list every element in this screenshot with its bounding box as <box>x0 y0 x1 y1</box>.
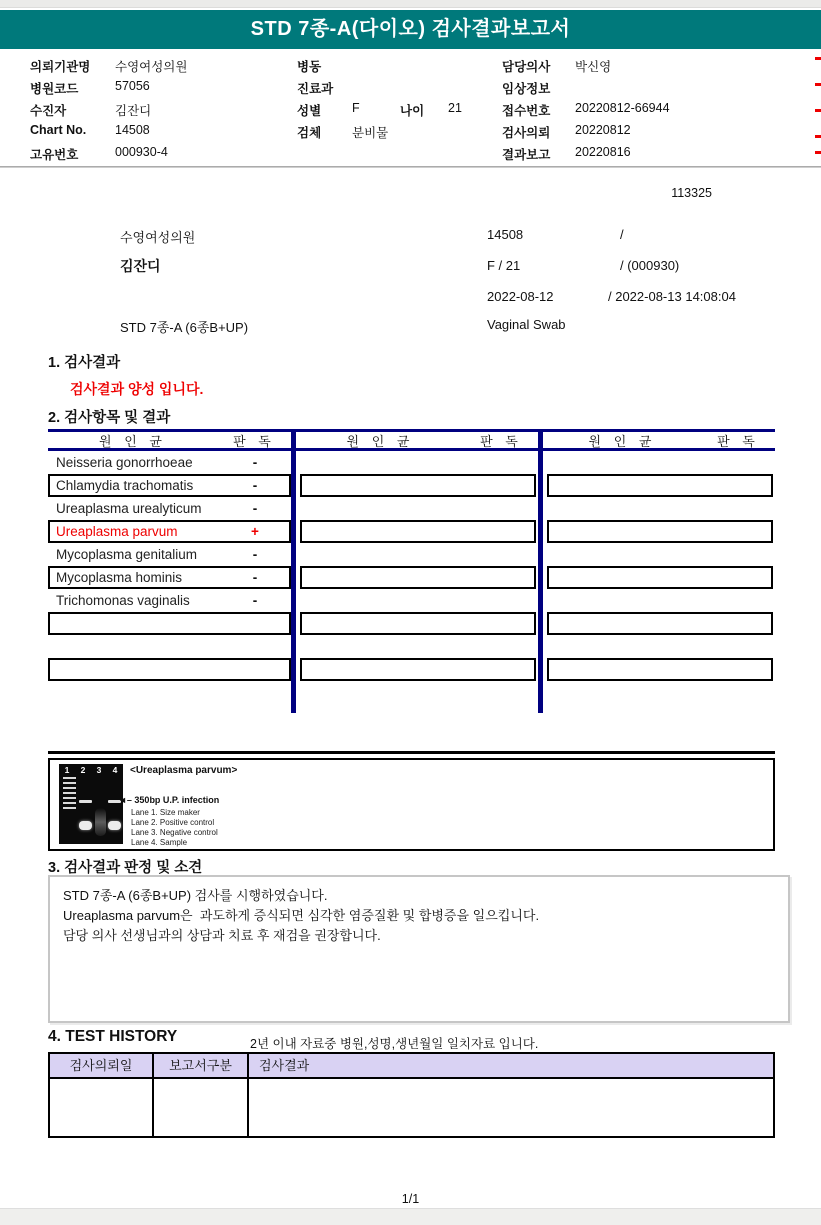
pathogen-row <box>48 474 291 497</box>
pathogen-row <box>48 451 291 474</box>
field-value-right-4: 20220816 <box>575 145 631 159</box>
report-title: STD 7종-A(다이오) 검사결과보고서 <box>250 18 571 40</box>
pathogen-column-header: 원 인 균 <box>588 433 652 449</box>
column-header-row <box>543 429 775 451</box>
gel-size-marker-lane <box>63 777 76 811</box>
field-label-left-3: Chart No. <box>30 123 87 137</box>
history-column-header-2: 보고서구분 <box>154 1054 249 1077</box>
gel-lane-number-2: 2 <box>80 765 86 775</box>
gel-lane-number-4: 4 <box>112 765 118 775</box>
field-label-left-4: 고유번호 <box>30 148 79 162</box>
gel-electrophoresis-image <box>59 764 123 844</box>
field-value-right-2: 20220812-66944 <box>575 101 670 115</box>
empty-result-row <box>48 612 291 635</box>
field-value-age: 21 <box>448 101 462 115</box>
empty-group <box>296 429 538 713</box>
gel-lane-number-3: 3 <box>96 765 102 775</box>
empty-result-row <box>547 520 773 543</box>
summary-specimen: Vaginal Swab <box>487 317 566 332</box>
gel-legend-line-2: Lane 2. Positive control <box>131 818 215 827</box>
test-history-table <box>48 1052 775 1138</box>
field-label-left-0: 의뢰기관명 <box>30 60 91 74</box>
report-title-banner <box>0 10 821 49</box>
empty-group <box>543 429 775 713</box>
field-label-left-2: 수진자 <box>30 104 67 118</box>
field-value-left-4: 000930-4 <box>115 145 168 159</box>
results-table <box>48 429 775 713</box>
field-label-right-0: 담당의사 <box>502 60 551 74</box>
summary-report-datetime: / 2022-08-13 14:08:04 <box>608 289 736 304</box>
page-number: 1/1 <box>401 1192 420 1206</box>
edge-mark <box>815 57 821 60</box>
field-label-middle-1: 진료과 <box>297 82 334 96</box>
history-empty-cell-result <box>249 1079 773 1136</box>
overall-result-text: 검사결과 양성 입니다. <box>70 381 204 397</box>
section3-title: 3. 검사결과 판정 및 소견 <box>48 860 203 876</box>
summary-sex-age: F / 21 <box>487 258 521 273</box>
opinion-box <box>48 875 790 1023</box>
result-column-header: 판 독 <box>233 433 271 449</box>
empty-result-row <box>300 566 536 589</box>
gel-top-rule <box>48 751 775 754</box>
gel-title: <Ureaplasma parvum> <box>130 765 238 776</box>
edge-mark <box>815 135 821 138</box>
empty-result-row <box>48 658 291 681</box>
gel-legend-line-3: Lane 3. Negative control <box>131 828 218 837</box>
empty-result-row <box>48 635 291 658</box>
column-header-row <box>48 429 291 451</box>
empty-result-row <box>547 474 773 497</box>
summary-slash: / <box>620 227 624 242</box>
summary-request-date: 2022-08-12 <box>487 289 554 304</box>
summary-patient-name: 김잔디 <box>120 258 161 274</box>
pathogen-row <box>48 566 291 589</box>
history-note: 2년 이내 자료중 병원,성명,생년월일 일치자료 입니다. <box>250 1037 539 1051</box>
empty-result-row <box>296 635 538 658</box>
gel-positive-control-band <box>79 800 92 803</box>
result-column-header: 판 독 <box>717 433 755 449</box>
pathogen-row <box>48 543 291 566</box>
pathogen-row <box>48 589 291 612</box>
pathogen-name: Chlamydia trachomatis <box>56 478 194 493</box>
empty-result-row <box>543 543 775 566</box>
pathogen-group <box>48 429 291 713</box>
bottom-strip <box>0 1208 821 1225</box>
field-label-middle-2: 성별 <box>297 104 322 118</box>
doc-number: 113325 <box>671 186 712 200</box>
gel-image-panel <box>48 758 775 851</box>
edge-mark <box>815 83 821 86</box>
empty-result-row <box>547 612 773 635</box>
field-label-left-1: 병원코드 <box>30 82 79 96</box>
empty-result-row <box>296 497 538 520</box>
gel-primer-blob-lane4 <box>108 821 121 830</box>
empty-result-row <box>543 497 775 520</box>
pathogen-result: - <box>252 593 258 608</box>
pathogen-result: - <box>252 501 258 516</box>
pathogen-column-header: 원 인 균 <box>99 433 162 449</box>
empty-result-row <box>296 589 538 612</box>
field-value-left-0: 수영여성의원 <box>115 60 188 74</box>
history-column-header-3: 검사결과 <box>259 1058 310 1073</box>
pathogen-result: + <box>251 524 259 539</box>
field-label-age: 나이 <box>400 104 425 118</box>
pathogen-result: - <box>252 570 258 585</box>
field-value-middle-2: F <box>352 101 360 115</box>
gel-primer-blob-lane2 <box>79 821 92 830</box>
gel-lane-number-1: 1 <box>64 765 70 775</box>
field-value-right-3: 20220812 <box>575 123 631 137</box>
history-column-header-1: 검사의뢰일 <box>50 1054 154 1077</box>
empty-result-row <box>547 566 773 589</box>
empty-result-row <box>296 543 538 566</box>
empty-result-row <box>300 658 536 681</box>
gel-lane-numbers <box>59 765 123 775</box>
section1-title: 1. 검사결과 <box>48 355 121 371</box>
left-arrow-icon: ◄– <box>118 795 135 805</box>
history-body-row <box>50 1079 773 1136</box>
pathogen-column-header: 원 인 균 <box>346 433 410 449</box>
section4-title: 4. TEST HISTORY <box>48 1028 178 1045</box>
edge-mark <box>815 109 821 112</box>
history-empty-cell-report-type <box>154 1079 249 1136</box>
empty-result-row <box>547 658 773 681</box>
field-value-left-1: 57056 <box>115 79 150 93</box>
edge-mark <box>815 151 821 154</box>
pathogen-result: - <box>252 455 258 470</box>
pathogen-result: - <box>252 547 258 562</box>
field-label-middle-3: 검체 <box>297 126 322 140</box>
history-empty-cell-request-date <box>50 1079 154 1136</box>
field-label-right-4: 결과보고 <box>502 148 551 162</box>
field-label-right-1: 임상정보 <box>502 82 551 96</box>
opinion-line-1: STD 7종-A (6종B+UP) 검사를 시행하였습니다. <box>63 888 328 903</box>
empty-result-row <box>543 589 775 612</box>
empty-result-row <box>296 451 538 474</box>
opinion-line-2: Ureaplasma parvum은 과도하게 증식되면 심각한 염증질환 및 합병증을 일으킵니다. <box>63 908 540 923</box>
pathogen-name: Ureaplasma parvum <box>56 524 178 539</box>
history-header-row <box>50 1054 773 1079</box>
pathogen-row <box>48 497 291 520</box>
gel-legend-line-1: Lane 1. Size maker <box>131 808 200 817</box>
gel-legend-line-4: Lane 4. Sample <box>131 838 188 847</box>
empty-result-row <box>300 612 536 635</box>
summary-birth: / (000930) <box>620 258 680 273</box>
field-label-right-2: 접수번호 <box>502 104 551 118</box>
gel-negative-control-smear <box>95 808 106 836</box>
opinion-line-3: 담당 의사 선생님과의 상담과 치료 후 재검을 권장합니다. <box>63 928 381 943</box>
pathogen-name: Mycoplasma genitalium <box>56 547 198 562</box>
gel-band-annotation: ◄– 350bp U.P. infection <box>118 795 220 805</box>
empty-result-row <box>543 451 775 474</box>
field-value-right-0: 박신영 <box>575 60 612 74</box>
pathogen-result: - <box>252 478 258 493</box>
pathogen-name: Mycoplasma hominis <box>56 570 183 585</box>
empty-result-row <box>300 474 536 497</box>
pathogen-name: Trichomonas vaginalis <box>56 593 190 608</box>
empty-result-row <box>300 520 536 543</box>
pathogen-name: Ureaplasma urealyticum <box>56 501 202 516</box>
column-header-row <box>296 429 538 451</box>
field-value-left-3: 14508 <box>115 123 150 137</box>
result-column-header: 판 독 <box>480 433 518 449</box>
header-divider <box>0 166 821 168</box>
summary-test-name: STD 7종-A (6종B+UP) <box>120 320 249 335</box>
field-label-middle-0: 병동 <box>297 60 322 74</box>
field-value-left-2: 김잔디 <box>115 104 152 118</box>
summary-chart-no: 14508 <box>487 227 524 242</box>
pathogen-row <box>48 520 291 543</box>
pathogen-name: Neisseria gonorrhoeae <box>56 455 193 470</box>
field-label-right-3: 검사의뢰 <box>502 126 551 140</box>
field-value-middle-3: 분비물 <box>352 126 389 140</box>
top-strip <box>0 0 821 8</box>
empty-result-row <box>543 635 775 658</box>
summary-hospital: 수영여성의원 <box>120 230 196 245</box>
gel-lane-legend <box>131 808 218 848</box>
section2-title: 2. 검사항목 및 결과 <box>48 410 171 426</box>
